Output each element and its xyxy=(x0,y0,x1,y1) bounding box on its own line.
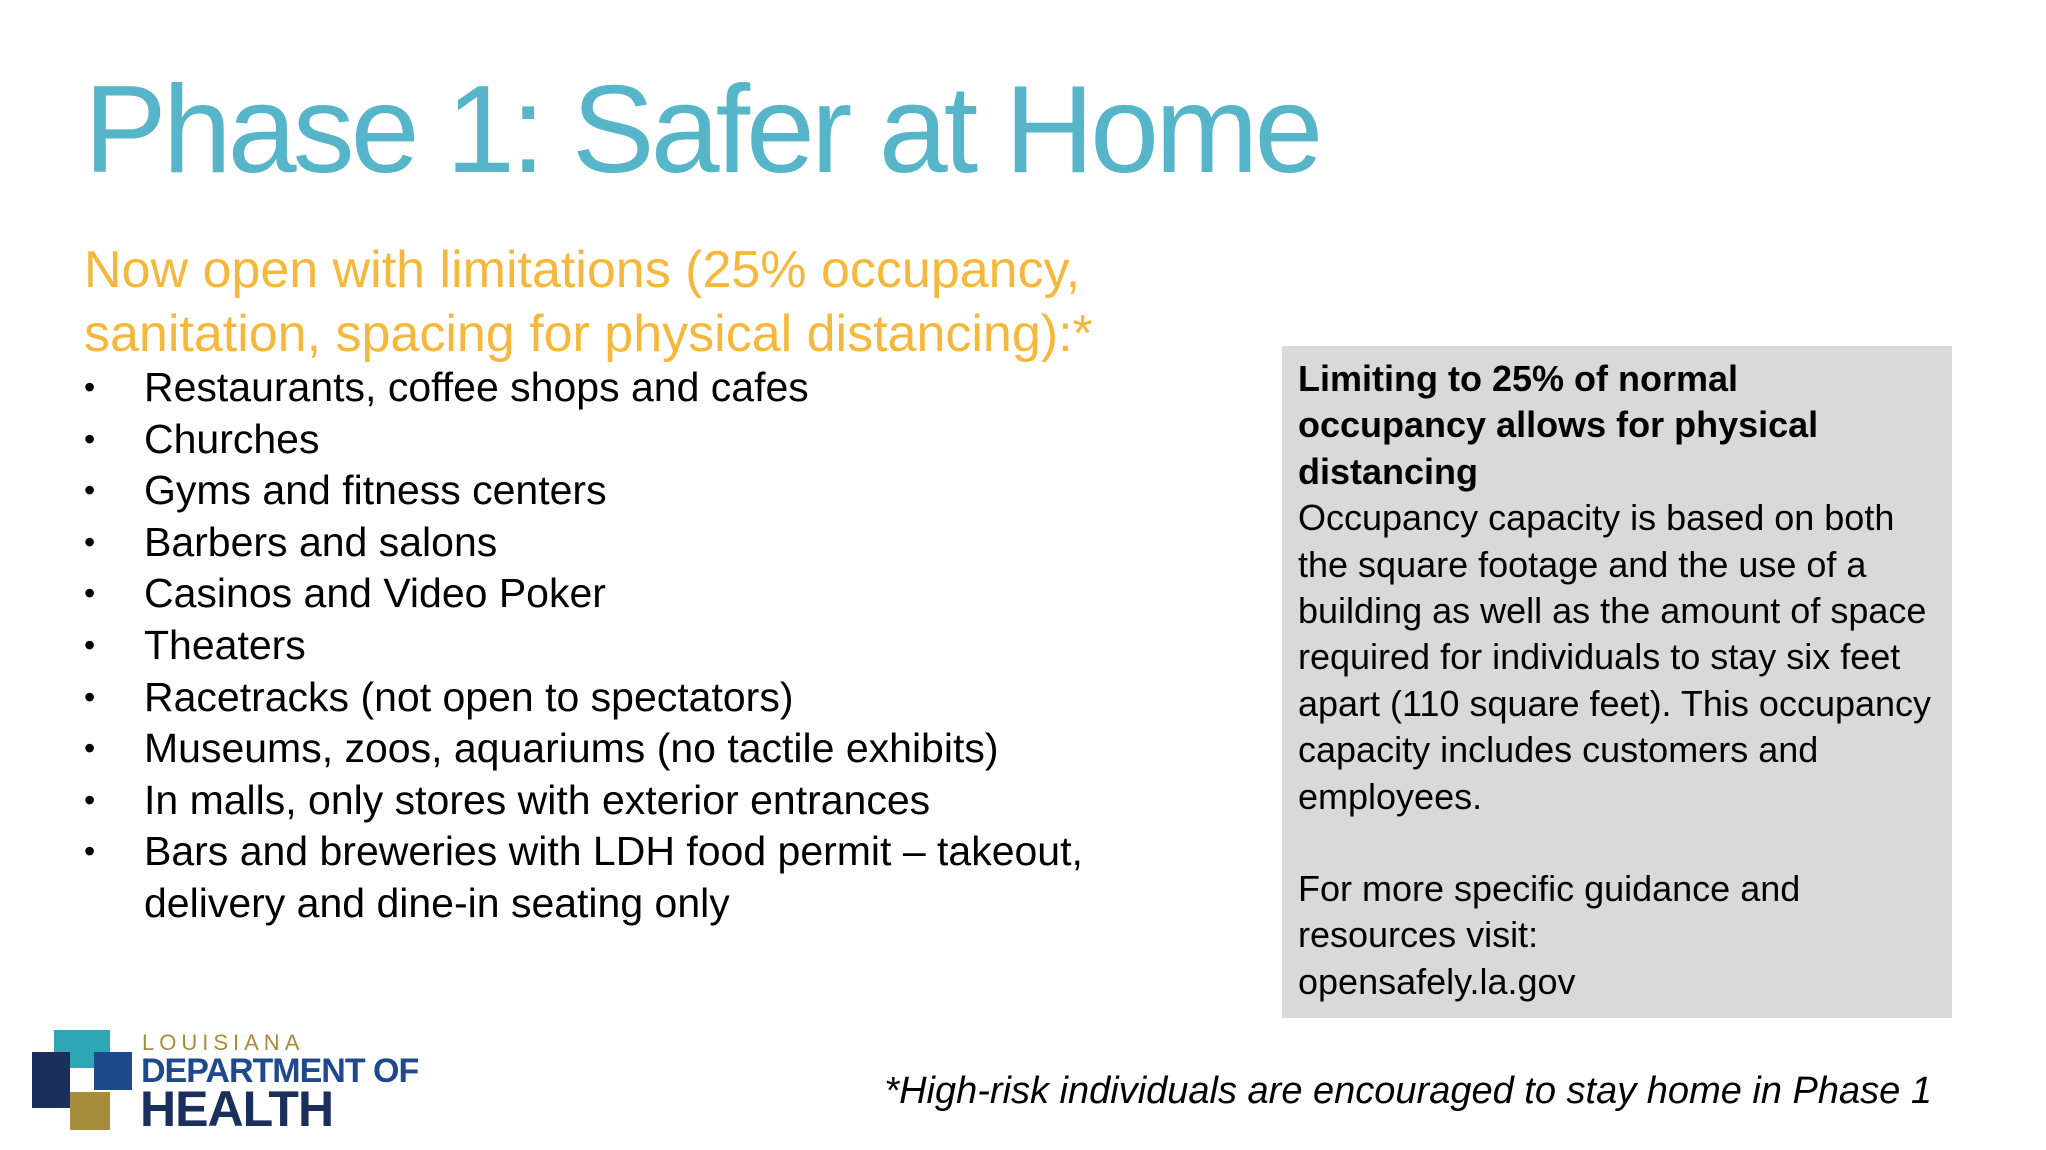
logo-department-text: DEPARTMENT OF xyxy=(141,1052,419,1090)
info-box-spacer xyxy=(1298,820,1936,866)
logo-health-text: HEALTH xyxy=(140,1081,334,1137)
cross-navy-left xyxy=(32,1052,70,1108)
list-item xyxy=(84,775,1144,827)
bullet-icon: • xyxy=(84,472,96,509)
cross-center xyxy=(70,1068,94,1092)
ldh-logo xyxy=(32,1030,452,1137)
list-item xyxy=(84,568,1144,620)
list-item-text: Museums, zoos, aquariums (no tactile exhibits) xyxy=(144,725,999,772)
logo-state-text: LOUISIANA xyxy=(142,1030,305,1055)
list-item xyxy=(84,414,1144,466)
list-item xyxy=(84,723,1144,775)
list-item-text: Racetracks (not open to spectators) xyxy=(144,673,794,720)
bullet-icon: • xyxy=(84,781,96,818)
info-box-resources: For more specific guidance and resources visit: xyxy=(1298,868,1801,956)
info-box-heading: Limiting to 25% of normal occupancy allows for physical distancing xyxy=(1298,358,1819,492)
bullet-icon: • xyxy=(84,575,96,612)
list-item-text: Theaters xyxy=(144,621,306,668)
bullet-icon: • xyxy=(84,730,96,767)
slide-title: Phase 1: Safer at Home xyxy=(84,61,1320,199)
health-cross-icon xyxy=(32,1030,132,1130)
list-item xyxy=(84,672,1144,724)
cross-gold-bottom xyxy=(70,1092,110,1130)
list-item xyxy=(84,517,1144,569)
bullet-icon: • xyxy=(84,420,96,457)
list-item xyxy=(84,620,1144,672)
info-box-body: Occupancy capacity is based on both the square footage and the use of a building as well as the amount of space required for individuals to stay six feet apart (110 square feet). This occupancy capacity includes customers and employees. xyxy=(1298,497,1932,817)
list-item xyxy=(84,362,1144,414)
list-item-text: In malls, only stores with exterior entrances xyxy=(144,776,931,823)
occupancy-info-box xyxy=(1282,346,1952,1018)
list-item-text: Bars and breweries with LDH food permit – takeout, delivery and dine-in seating only xyxy=(144,828,1083,926)
bullet-icon: • xyxy=(84,523,96,560)
list-item xyxy=(84,465,1144,517)
bullet-icon: • xyxy=(84,678,96,715)
resources-link[interactable]: opensafely.la.gov xyxy=(1298,960,1576,1002)
list-item-text: Churches xyxy=(144,415,320,462)
footnote: *High-risk individuals are encouraged to stay home in Phase 1 xyxy=(884,1070,1932,1112)
list-item-text: Gyms and fitness centers xyxy=(144,467,607,514)
bullet-icon: • xyxy=(84,626,96,663)
open-businesses-list xyxy=(84,362,1144,930)
slide-subtitle: Now open with limitations (25% occupancy, sanitation, spacing for physical distancing):* xyxy=(84,241,1093,363)
cross-blue-right xyxy=(94,1052,132,1090)
bullet-icon: • xyxy=(84,833,96,870)
list-item-text: Restaurants, coffee shops and cafes xyxy=(144,364,809,410)
list-item-text: Barbers and salons xyxy=(144,518,498,565)
bullet-icon: • xyxy=(84,369,96,405)
list-item-text: Casinos and Video Poker xyxy=(144,570,606,617)
list-item xyxy=(84,826,1144,929)
